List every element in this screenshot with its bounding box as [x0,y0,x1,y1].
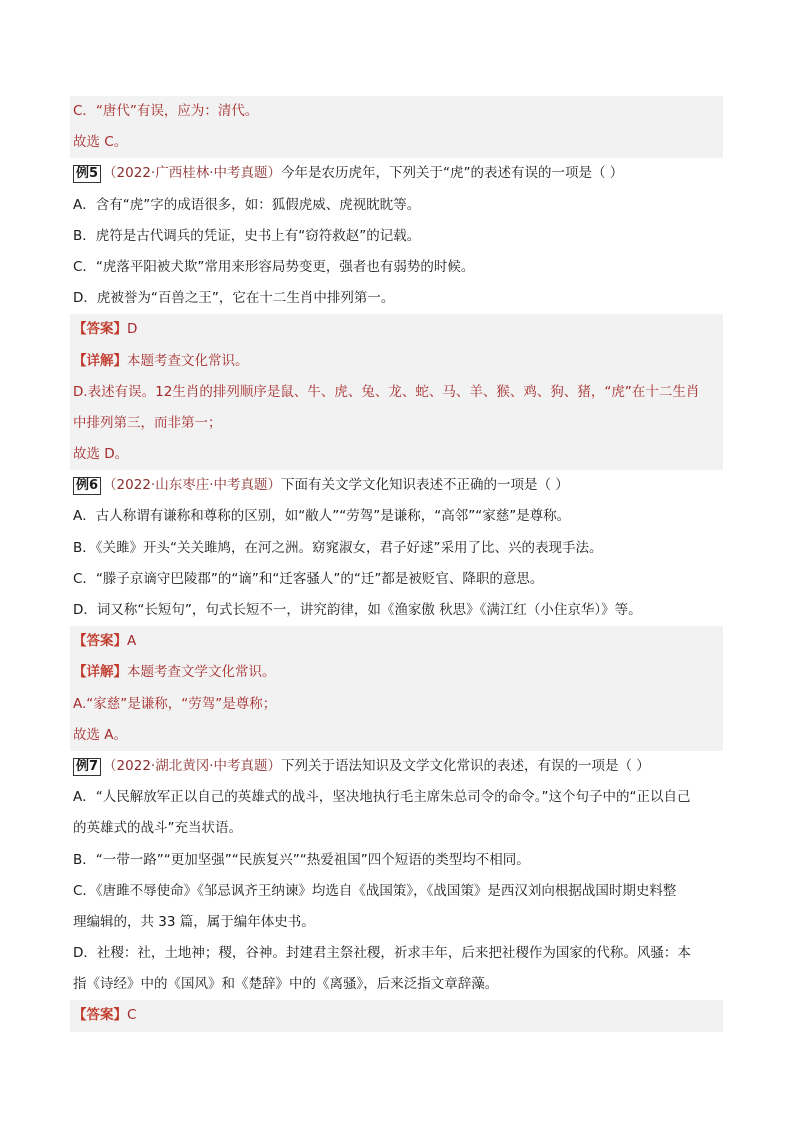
answer-line [70,346,723,377]
line-text: 故选 D。 [73,446,129,463]
text-line [70,501,723,532]
text-line [70,190,723,221]
answer-line [70,720,723,751]
example-question-line [70,158,723,189]
question-source: （2022·山东枣庄·中考真题） [103,477,281,494]
text-line [70,782,723,813]
answer-line [70,1000,723,1031]
line-text: D．社稷：社，土地神；稷，谷神。封建君主祭社稷，祈求丰年，后来把社稷作为国家的代称。风骚：本 [73,945,691,962]
text-line [70,252,723,283]
line-text: B．“一带一路”“更加坚强”“民族复兴”“热爱祖国”四个短语的类型均不相同。 [73,851,530,868]
text-line [70,533,723,564]
text-line [70,938,723,969]
line-text: 下列关于语法知识及文学文化常识的表述，有误的一项是（ ） [281,757,650,774]
line-text: A [127,633,137,650]
line-text: B．《关雎》开头“关关雎鸠，在河之洲。窈窕淑女，君子好逑”采用了比、兴的表现手法。 [73,539,603,556]
line-text: C．“唐代”有误，应为：清代。 [73,103,259,119]
line-text: A．含有“虎”字的成语很多，如：狐假虎威、虎视眈眈等。 [73,196,421,213]
line-text: A.“家慈”是谦称，“劳驾”是尊称； [73,695,277,712]
answer-line [70,626,723,657]
text-line [70,283,723,314]
text-line [70,564,723,595]
line-text: D．词又称“长短句”，句式长短不一，讲究韵律，如《渔家傲 秋思》《满江红（小住京华）》等。 [73,602,642,618]
example-question-line [70,751,723,782]
line-text: A．古人称谓有谦称和尊称的区别，如“敝人”“劳驾”是谦称，“高邻”“家慈”是尊称。 [73,508,571,525]
example-label: 例6 [73,477,101,495]
text-line [70,907,723,938]
text-line [70,876,723,907]
answer-tag: 【详解】 [73,352,127,369]
text-line [70,969,723,1000]
line-text: A．“人民解放军正以自己的英雄式的战斗，坚决地执行毛主席朱总司令的命令。”这个句子中的“正以自己 [73,789,691,806]
line-text: 本题考查文学文化常识。 [127,664,276,681]
example-label: 例5 [73,165,101,183]
line-text: 故选 C。 [73,134,128,151]
answer-line [70,408,723,439]
line-text: 理编辑的，共 33 篇，属于编年体史书。 [73,913,315,930]
answer-tag: 【答案】 [73,633,127,650]
answer-line [70,689,723,720]
answer-tag: 【详解】 [73,664,127,681]
line-text: 本题考查文化常识。 [127,352,249,369]
line-text: 的英雄式的战斗”充当状语。 [73,820,242,837]
example-label: 例7 [73,758,101,776]
line-text: C [127,1007,137,1024]
answer-line [70,314,723,345]
line-text: 中排列第三，而非第一； [73,414,222,431]
answer-line [70,96,723,127]
answer-line [70,377,723,408]
answer-tag: 【答案】 [73,1007,127,1024]
answer-tag: 【答案】 [73,321,127,338]
line-text: D.表述有误。12生肖的排列顺序是鼠、牛、虎、兔、龙、蛇、马、羊、猴、鸡、狗、猪，“虎”在十二生肖 [73,383,700,400]
line-text: D [127,321,138,338]
line-text: 指《诗经》中的《国风》和《楚辞》中的《离骚》，后来泛指文章辞藻。 [73,976,499,993]
question-source: （2022·湖北黄冈·中考真题） [103,757,281,774]
line-text: D．虎被誉为“百兽之王”，它在十二生肖中排列第一。 [73,290,395,307]
text-line [70,221,723,252]
line-text: 故选 A。 [73,726,128,743]
document-body [70,96,723,1032]
text-line [70,813,723,844]
text-line [70,595,723,626]
example-question-line [70,470,723,501]
line-text: B．虎符是古代调兵的凭证，史书上有“窃符救赵”的记载。 [73,227,421,244]
line-text: C．《唐雎不辱使命》《邹忌讽齐王纳谏》均选自《战国策》，《战国策》是西汉刘向根据战国时期史料整 [73,882,677,899]
line-text: C．“滕子京谪守巴陵郡”的“谪”和“迁客骚人”的“迁”都是被贬官、降职的意思。 [73,570,544,587]
line-text: 下面有关文学文化知识表述不正确的一项是（ ） [281,477,569,494]
answer-line [70,439,723,470]
line-text: 今年是农历虎年，下列关于“虎”的表述有误的一项是（ ） [281,165,624,182]
line-text: C．“虎落平阳被犬欺”常用来形容局势变更，强者也有弱势的时候。 [73,258,475,275]
text-line [70,845,723,876]
question-source: （2022·广西桂林·中考真题） [103,165,281,182]
answer-line [70,657,723,688]
answer-line [70,127,723,158]
